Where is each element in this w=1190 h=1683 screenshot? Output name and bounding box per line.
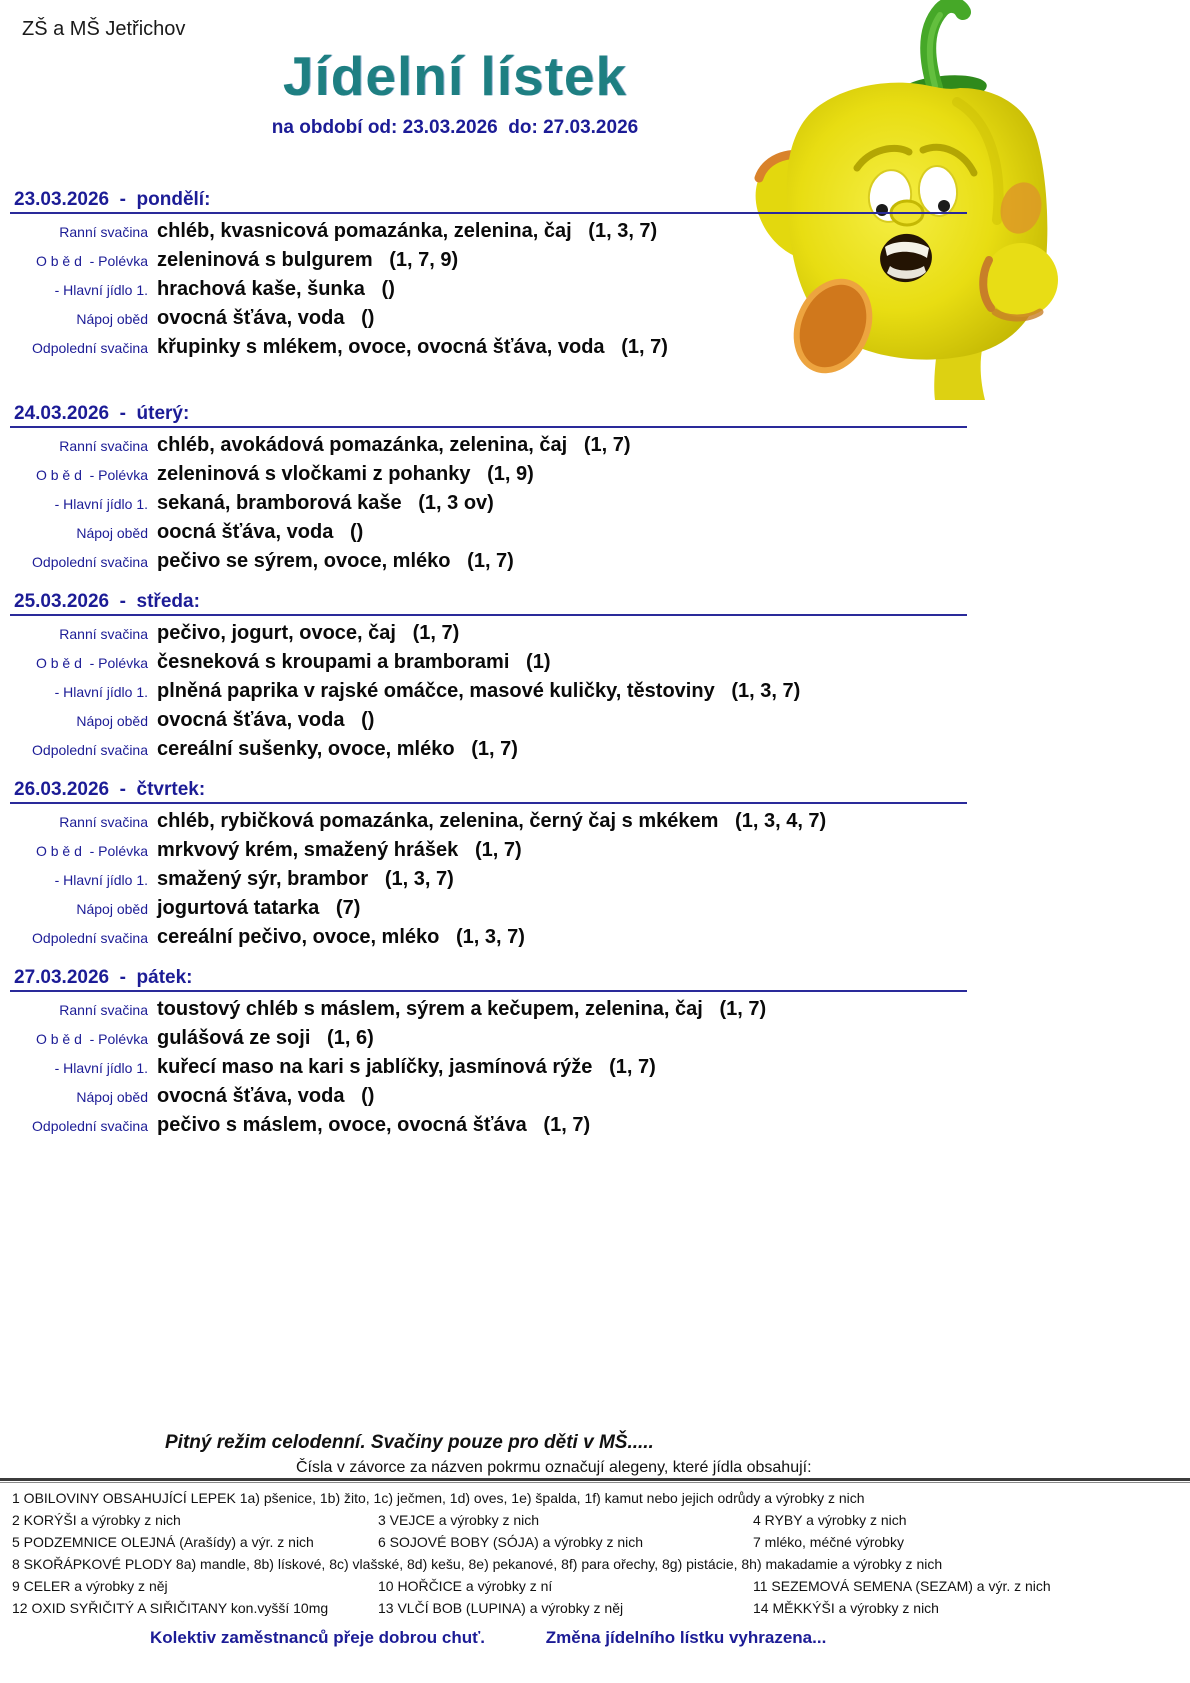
legend-divider-thin	[0, 1482, 1190, 1483]
meal-row	[0, 1024, 1190, 1053]
meal-row	[0, 275, 1190, 304]
legend-divider-thick	[0, 1478, 1190, 1481]
meal-value: chléb, rybičková pomazánka, zelenina, černý čaj s mkékem (1, 3, 4, 7)	[157, 810, 827, 832]
meal-label: Odpolední svačina	[32, 930, 148, 946]
allergen-row-6	[0, 1597, 1190, 1619]
day-underline	[10, 426, 967, 428]
meal-label: Odpolední svačina	[32, 742, 148, 758]
allergen-item: 11 SEZEMOVÁ SEMENA (SEZAM) a výr. z nich	[753, 1578, 1051, 1594]
meal-label: O b ě d - Polévka	[35, 1031, 148, 1047]
allergen-item: 9 CELER a výrobky z něj	[12, 1578, 168, 1594]
meal-row	[0, 619, 1190, 648]
meal-label: Odpolední svačina	[32, 340, 148, 356]
day-section-monday	[0, 188, 1190, 362]
meal-row	[0, 333, 1190, 362]
menu-period: na období od: 23.03.2026 do: 27.03.2026	[271, 117, 639, 138]
meal-row	[0, 518, 1190, 547]
meal-value: cereální pečivo, ovoce, mléko (1, 3, 7)	[157, 926, 525, 948]
school-name: ZŠ a MŠ Jetřichov	[22, 18, 186, 40]
meal-row	[0, 894, 1190, 923]
meal-row	[0, 1111, 1190, 1140]
day-section-friday	[0, 966, 1190, 1140]
meal-row	[0, 648, 1190, 677]
meal-row	[0, 836, 1190, 865]
day-section-wednesday	[0, 590, 1190, 764]
meal-row	[0, 1053, 1190, 1082]
allergen-item: 13 VLČÍ BOB (LUPINA) a výrobky z něj	[378, 1600, 624, 1616]
day-header: 23.03.2026 - pondělí:	[14, 189, 211, 210]
meal-value: mrkvový krém, smažený hrášek (1, 7)	[157, 839, 522, 861]
meal-value: jogurtová tatarka (7)	[157, 897, 361, 919]
meal-label: Nápoj oběd	[76, 1089, 148, 1105]
meal-label: Ranní svačina	[59, 224, 148, 240]
meal-value: ovocná šťáva, voda ()	[157, 709, 375, 731]
meal-value: zeleninová s bulgurem (1, 7, 9)	[157, 249, 459, 271]
meal-row	[0, 923, 1190, 952]
meal-value: pečivo s máslem, ovoce, ovocná šťáva (1, 7)	[157, 1114, 591, 1136]
meal-label: - Hlavní jídlo 1.	[54, 872, 148, 888]
meal-value: chléb, avokádová pomazánka, zelenina, čaj (1, 7)	[157, 434, 631, 456]
page-title: Jídelní lístek	[282, 45, 628, 107]
meal-label: Nápoj oběd	[76, 713, 148, 729]
meal-row	[0, 246, 1190, 275]
drinking-regime-note: Pitný režim celodenní. Svačiny pouze pro děti v MŠ.....	[165, 1432, 654, 1453]
meal-label: Ranní svačina	[59, 626, 148, 642]
meal-label: Ranní svačina	[59, 438, 148, 454]
closing-disclaimer: Změna jídelního lístku vyhrazena...	[545, 1628, 827, 1647]
meal-value: hrachová kaše, šunka ()	[157, 278, 395, 300]
day-header: 26.03.2026 - čtvrtek:	[14, 779, 206, 800]
meal-label: - Hlavní jídlo 1.	[54, 1060, 148, 1076]
meal-row	[0, 735, 1190, 764]
meal-label: Ranní svačina	[59, 1002, 148, 1018]
allergen-legend	[0, 1478, 1190, 1619]
meal-value: pečivo se sýrem, ovoce, mléko (1, 7)	[157, 550, 514, 572]
meal-value: ovocná šťáva, voda ()	[157, 307, 375, 329]
day-underline	[10, 212, 967, 214]
meal-value: smažený sýr, brambor (1, 3, 7)	[157, 868, 454, 890]
day-underline	[10, 614, 967, 616]
meal-label: - Hlavní jídlo 1.	[54, 684, 148, 700]
day-header: 24.03.2026 - úterý:	[14, 403, 190, 424]
meal-row	[0, 431, 1190, 460]
day-header: 25.03.2026 - středa:	[14, 591, 200, 612]
meal-label: Nápoj oběd	[76, 901, 148, 917]
allergen-item: 6 SOJOVÉ BOBY (SÓJA) a výrobky z nich	[378, 1534, 644, 1550]
meal-value: zeleninová s vločkami z pohanky (1, 9)	[157, 463, 534, 485]
meal-value: česneková s kroupami a bramborami (1)	[157, 651, 551, 673]
allergen-row-5	[0, 1575, 1190, 1597]
meal-label: O b ě d - Polévka	[35, 467, 148, 483]
meal-row	[0, 706, 1190, 735]
meal-label: O b ě d - Polévka	[35, 253, 148, 269]
meal-row	[0, 1082, 1190, 1111]
meal-row	[0, 865, 1190, 894]
meal-label: - Hlavní jídlo 1.	[54, 496, 148, 512]
allergen-item: 3 VEJCE a výrobky z nich	[378, 1512, 540, 1528]
meal-label: O b ě d - Polévka	[35, 655, 148, 671]
meal-label: Nápoj oběd	[76, 311, 148, 327]
meal-value: plněná paprika v rajské omáčce, masové kuličky, těstoviny (1, 3, 7)	[157, 680, 801, 702]
meal-label: - Hlavní jídlo 1.	[54, 282, 148, 298]
meal-value: cereální sušenky, ovoce, mléko (1, 7)	[157, 738, 518, 760]
closing-wish: Kolektiv zaměstnanců přeje dobrou chuť.	[150, 1628, 485, 1647]
meal-label: Odpolední svačina	[32, 1118, 148, 1134]
allergen-row-2	[0, 1509, 1190, 1531]
meal-value: chléb, kvasnicová pomazánka, zelenina, čaj (1, 3, 7)	[157, 220, 658, 242]
meal-label: O b ě d - Polévka	[35, 843, 148, 859]
allergen-intro-note: Čísla v závorce za názven pokrmu označují alegeny, které jídla obsahují:	[296, 1459, 812, 1476]
allergen-item: 12 OXID SYŘIČITÝ A SIŘIČITANY kon.vyšší 10mg	[12, 1600, 329, 1616]
allergen-item: 5 PODZEMNICE OLEJNÁ (Arašídy) a výr. z nich	[12, 1534, 314, 1550]
allergen-item: 7 mléko, méčné výrobky	[753, 1534, 904, 1550]
meal-label: Ranní svačina	[59, 814, 148, 830]
day-underline	[10, 802, 967, 804]
meal-row	[0, 677, 1190, 706]
day-section-thursday	[0, 778, 1190, 952]
allergen-item: 4 RYBY a výrobky z nich	[753, 1512, 907, 1528]
allergen-row-4: 8 SKOŘÁPKOVÉ PLODY 8a) mandle, 8b) lískové, 8c) vlašské, 8d) kešu, 8e) pekanové, 8f) para ořechy, 8g) pistácie, 8h) makadamie a výrobky z nich	[12, 1556, 943, 1572]
meal-row	[0, 807, 1190, 836]
menu-days	[0, 188, 1190, 1154]
meal-row	[0, 460, 1190, 489]
meal-row	[0, 489, 1190, 518]
meal-label: Nápoj oběd	[76, 525, 148, 541]
allergen-item: 2 KORÝŠI a výrobky z nich	[12, 1512, 181, 1528]
allergen-row-1: 1 OBILOVINY OBSAHUJÍCÍ LEPEK 1a) pšenice, 1b) žito, 1c) ječmen, 1d) oves, 1e) špalda, 1f) kamut nebo jejich odrůdy a výrobky z nich	[12, 1490, 865, 1506]
meal-value: gulášová ze soji (1, 6)	[157, 1027, 374, 1049]
meal-row	[0, 995, 1190, 1024]
meal-label: Odpolední svačina	[32, 554, 148, 570]
meal-value: ovocná šťáva, voda ()	[157, 1085, 375, 1107]
closing-line	[150, 1628, 826, 1648]
allergen-item: 10 HOŘČICE a výrobky z ní	[378, 1578, 553, 1594]
meal-value: oocná šťáva, voda ()	[157, 521, 364, 543]
allergen-item: 14 MĚKKÝŠI a výrobky z nich	[753, 1600, 939, 1616]
meal-value: křupinky s mlékem, ovoce, ovocná šťáva, voda (1, 7)	[157, 336, 668, 358]
day-section-tuesday	[0, 402, 1190, 576]
meal-row	[0, 547, 1190, 576]
meal-value: kuřecí maso na kari s jablíčky, jasmínová rýže (1, 7)	[157, 1056, 656, 1078]
meal-value: pečivo, jogurt, ovoce, čaj (1, 7)	[157, 622, 460, 644]
allergen-row-3	[0, 1531, 1190, 1553]
meal-row	[0, 304, 1190, 333]
meal-value: toustový chléb s máslem, sýrem a kečupem, zelenina, čaj (1, 7)	[157, 998, 767, 1020]
meal-row	[0, 217, 1190, 246]
meal-value: sekaná, bramborová kaše (1, 3 ov)	[157, 492, 494, 514]
day-header: 27.03.2026 - pátek:	[14, 967, 193, 988]
day-underline	[10, 990, 967, 992]
